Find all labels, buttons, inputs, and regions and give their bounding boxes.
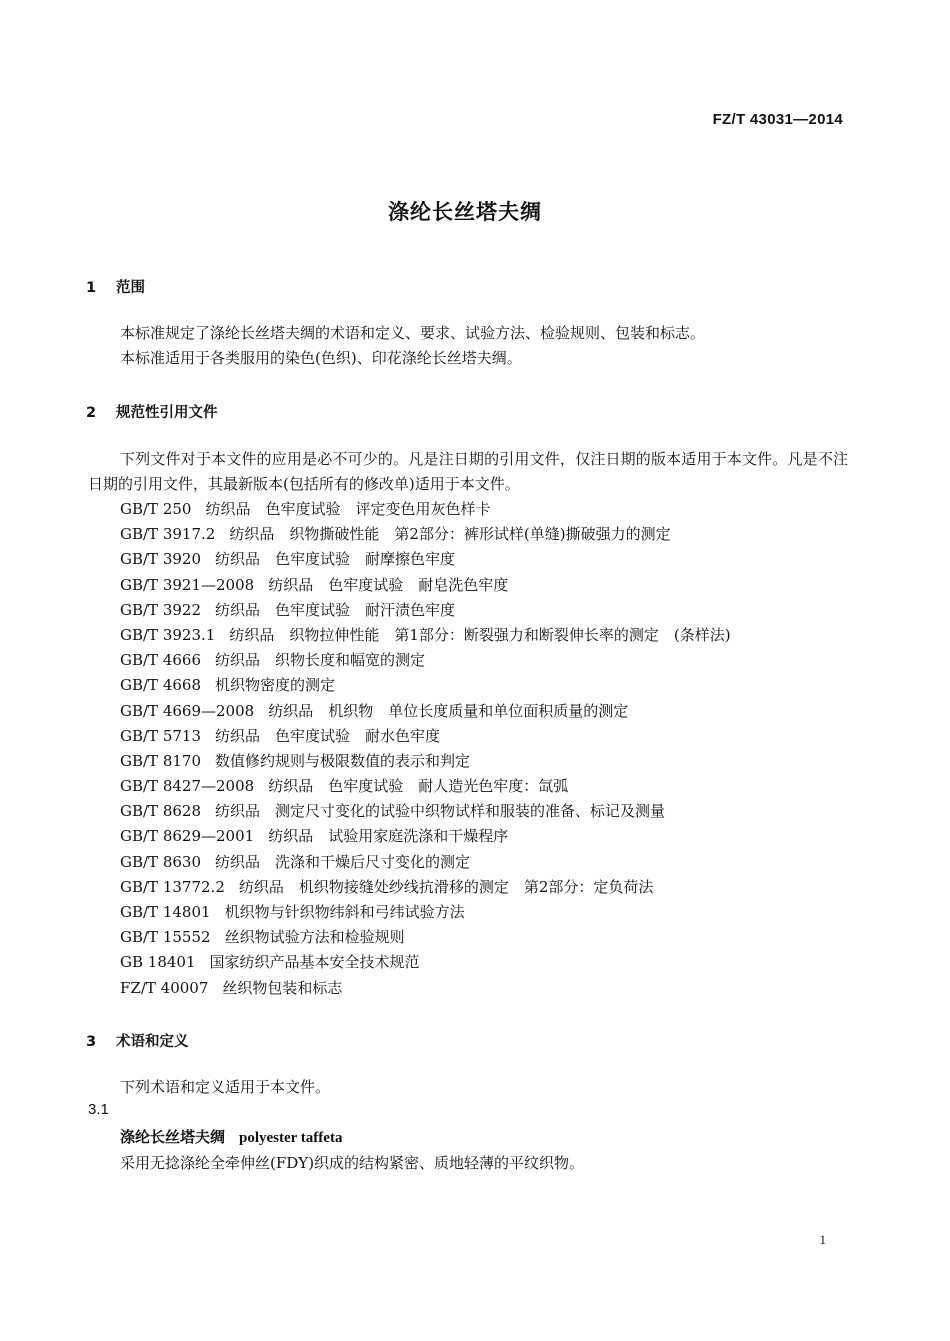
standard-code: FZ/T 43031—2014	[712, 111, 843, 128]
reference-item	[120, 573, 731, 598]
reference-code: GB/T 3917.2	[120, 525, 216, 544]
reference-code: GB 18401	[120, 953, 196, 972]
reference-code: GB/T 8629—2001	[120, 827, 255, 846]
reference-title: 纺织品 色牢度试验 耐摩擦色牢度	[215, 550, 456, 569]
reference-item	[120, 648, 731, 673]
reference-item	[120, 699, 731, 724]
reference-title: 纺织品 色牢度试验 耐人造光色牢度：氙弧	[268, 777, 569, 796]
reference-title: 丝织物试验方法和检验规则	[224, 928, 405, 947]
section-number: 1	[86, 280, 97, 296]
section-2-heading	[86, 401, 218, 422]
term-english: polyester taffeta	[239, 1130, 343, 1146]
reference-item	[120, 749, 731, 774]
reference-title: 纺织品 织物拉伸性能 第1部分：断裂强力和断裂伸长率的测定 (条样法)	[229, 625, 731, 644]
reference-code: GB/T 14801	[120, 903, 211, 921]
reference-title: 纺织品 织物撕破性能 第2部分：裤形试样(单缝)撕破强力的测定	[229, 525, 671, 544]
reference-item	[120, 497, 731, 522]
section-1-heading	[86, 276, 145, 297]
scope-paragraph-2: 本标准适用于各类服用的染色(色织)、印花涤纶长丝塔夫绸。	[120, 349, 522, 367]
reference-code: GB/T 3920	[120, 550, 202, 569]
reference-title: 机织物与针织物纬斜和弓纬试验方法	[224, 903, 465, 921]
reference-title: 纺织品 色牢度试验 耐皂洗色牢度	[268, 575, 509, 594]
term-definition: 采用无捻涤纶全牵伸丝(FDY)织成的结构紧密、质地轻薄的平纹织物。	[120, 1154, 585, 1172]
reference-item	[120, 850, 731, 875]
document-title: 涤纶长丝塔夫绸	[388, 200, 542, 224]
page-number: 1	[819, 1232, 826, 1247]
section-number: 3	[86, 1034, 97, 1050]
normative-intro: 下列文件对于本文件的应用是必不可少的。凡是注日期的引用文件，仅注日期的版本适用于本文件。凡是不注日期的引用文件，其最新版本(包括所有的修改单)适用于本文件。	[88, 450, 848, 493]
section-title: 范围	[116, 280, 145, 296]
reference-title: 纺织品 织物长度和幅宽的测定	[215, 651, 426, 670]
reference-code: GB/T 3922	[120, 600, 202, 619]
section-number: 2	[86, 405, 97, 421]
reference-item	[120, 724, 731, 749]
reference-code: GB/T 4669—2008	[120, 701, 255, 720]
reference-item	[120, 900, 731, 925]
reference-code: GB/T 5713	[120, 726, 202, 745]
reference-item	[120, 950, 731, 975]
reference-code: GB/T 4666	[120, 651, 202, 670]
reference-code: GB/T 250	[120, 500, 192, 518]
reference-code: GB/T 8628	[120, 802, 202, 821]
terms-intro: 下列术语和定义适用于本文件。	[120, 1078, 331, 1096]
term-entry	[120, 1126, 342, 1147]
reference-item	[120, 623, 731, 648]
reference-title: 纺织品 色牢度试验 耐汗渍色牢度	[215, 600, 456, 619]
reference-title: 纺织品 色牢度试验 评定变色用灰色样卡	[205, 500, 491, 518]
reference-item	[120, 824, 731, 849]
reference-item	[120, 875, 731, 900]
reference-title: 国家纺织产品基本安全技术规范	[209, 953, 420, 972]
term-chinese: 涤纶长丝塔夫绸	[120, 1128, 226, 1146]
reference-code: FZ/T 40007	[120, 978, 209, 997]
reference-title: 数值修约规则与极限数值的表示和判定	[215, 751, 471, 770]
section-title: 规范性引用文件	[116, 405, 218, 421]
reference-code: GB/T 8427—2008	[120, 777, 255, 796]
reference-item	[120, 925, 731, 950]
reference-item	[120, 547, 731, 572]
reference-item	[120, 598, 731, 623]
reference-code: GB/T 8170	[120, 751, 202, 770]
reference-item	[120, 976, 731, 1001]
reference-title: 纺织品 机织物 单位长度质量和单位面积质量的测定	[268, 701, 629, 720]
section-3-heading	[86, 1030, 189, 1051]
reference-code: GB/T 3923.1	[120, 625, 216, 644]
section-title: 术语和定义	[116, 1034, 189, 1050]
reference-code: GB/T 8630	[120, 852, 202, 871]
scope-paragraph-1: 本标准规定了涤纶长丝塔夫绸的术语和定义、要求、试验方法、检验规则、包装和标志。	[120, 324, 706, 342]
reference-list	[120, 497, 731, 1001]
reference-item	[120, 522, 731, 547]
reference-title: 纺织品 色牢度试验 耐水色牢度	[215, 726, 441, 745]
term-number: 3.1	[88, 1101, 109, 1118]
reference-code: GB/T 4668	[120, 676, 202, 695]
reference-title: 纺织品 试验用家庭洗涤和干燥程序	[268, 827, 509, 846]
reference-code: GB/T 3921—2008	[120, 575, 255, 594]
reference-title: 纺织品 测定尺寸变化的试验中织物试样和服装的准备、标记及测量	[215, 802, 666, 821]
reference-code: GB/T 15552	[120, 928, 211, 947]
reference-title: 纺织品 机织物接缝处纱线抗滑移的测定 第2部分：定负荷法	[238, 877, 654, 896]
reference-title: 纺织品 洗涤和干燥后尺寸变化的测定	[215, 852, 471, 871]
reference-title: 机织物密度的测定	[215, 676, 336, 695]
reference-item	[120, 673, 731, 698]
reference-item	[120, 774, 731, 799]
reference-code: GB/T 13772.2	[120, 877, 225, 896]
reference-item	[120, 799, 731, 824]
reference-title: 丝织物包装和标志	[222, 978, 343, 997]
